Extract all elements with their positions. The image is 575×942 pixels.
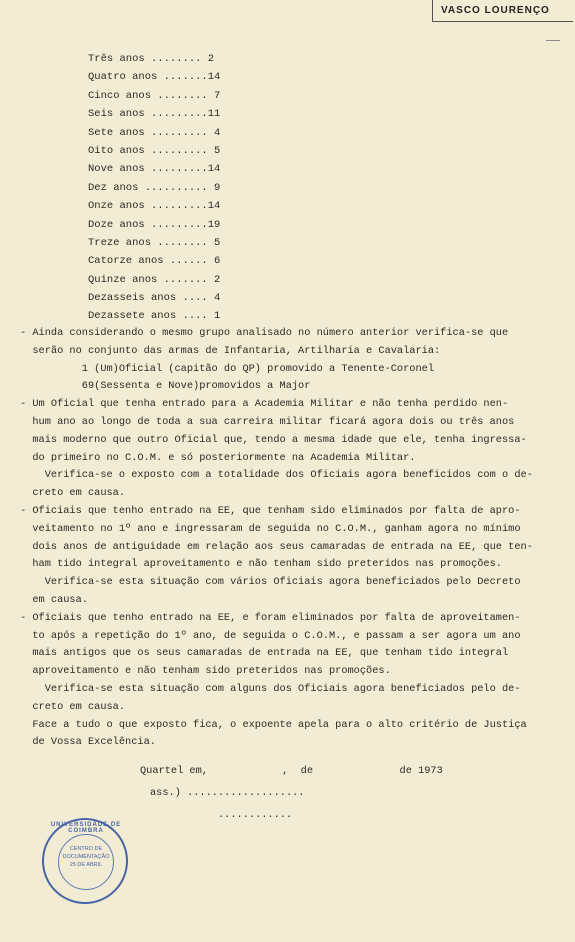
body-line: 1 (Um)Oficial (capitão do QP) promovido a Tenente-Coronel [20, 362, 435, 375]
tally-row: Sete anos ......... 4 [88, 126, 221, 139]
name-tag: VASCO LOURENÇO [432, 0, 573, 22]
body-line: - Oficiais que tenho entrado na EE, que tenham sido eliminados por falta de apro- [20, 504, 521, 517]
body-line: hum ano ao longo de toda a sua carreira militar ficará agora dois ou três anos [20, 415, 515, 428]
tally-row: Onze anos .........14 [88, 200, 221, 213]
body-line: ham tido integral aproveitamento e não tenham sido preteridos nas promoções. [20, 558, 502, 571]
tally-row: Catorze anos ...... 6 [88, 255, 221, 268]
body-line: mais moderno que outro Oficial que, tendo a mesma idade que ele, tenha ingressa- [20, 433, 527, 446]
tally-row: Oito anos ......... 5 [88, 144, 221, 157]
body-line: em causa. [20, 593, 88, 606]
signature-dots: ............ [218, 809, 293, 821]
body-line: de Vossa Excelência. [20, 736, 156, 749]
stamp-line: 25 DE ABRIL [69, 862, 103, 868]
body-line: serão no conjunto das armas de Infantaria, Artilharia e Cavalaria: [20, 344, 441, 357]
corner-mark [546, 40, 560, 41]
body-line: aproveitamento e não tenham sido preteridos nas promoções. [20, 665, 391, 678]
tally-row: Treze anos ........ 5 [88, 236, 221, 249]
archive-stamp [42, 818, 128, 904]
body-line: to após a repetição do 1º ano, de seguida o C.O.M., e passam a ser agora um ano [20, 629, 521, 642]
body-paragraphs [20, 325, 560, 752]
body-line: Face a tudo o que exposto fica, o expoente apela para o alto critério de Justiça [20, 718, 527, 731]
tally-row: Dezasseis anos .... 4 [88, 292, 221, 305]
tally-row: Quinze anos ....... 2 [88, 273, 221, 286]
place-date-line: Quartel em, , de de 1973 [140, 765, 443, 777]
body-line: dois anos de antiguidade em relação aos seus camaradas de entrada na EE, que ten- [20, 540, 533, 553]
body-line: - Ainda considerando o mesmo grupo analisado no número anterior verifica-se que [20, 327, 509, 339]
body-line: mais antigos que os seus camaradas de entrada na EE, que tenham tido integral [20, 647, 509, 660]
tally-row: Doze anos .........19 [88, 218, 221, 231]
tally-row: Dez anos .......... 9 [88, 181, 221, 194]
body-line: creto em causa. [20, 487, 126, 500]
body-line: Verifica-se o exposto com a totalidade dos Oficiais agora beneficidos com o de- [20, 469, 533, 482]
signature-line: ass.) ................... [150, 787, 305, 799]
tally-row: Quatro anos .......14 [88, 71, 221, 84]
tally-row: Cinco anos ........ 7 [88, 89, 221, 102]
tally-row: Três anos ........ 2 [88, 53, 215, 65]
tally-row: Seis anos .........11 [88, 108, 221, 121]
body-line: - Oficiais que tenho entrado na EE, e foram eliminados por falta de aproveitamen- [20, 611, 521, 624]
body-line: do primeiro no C.O.M. e só posteriormente na Academia Militar. [20, 451, 416, 464]
stamp-ring-text: UNIVERSIDADE DE COIMBRA [50, 822, 122, 834]
tally-row: Nove anos .........14 [88, 163, 221, 176]
years-tally-list [88, 50, 220, 326]
body-line: creto em causa. [20, 700, 126, 713]
stamp-line: CENTRO DE [69, 846, 103, 852]
body-line: 69(Sessenta e Nove)promovidos a Major [20, 380, 311, 393]
body-line: Verifica-se esta situação com vários Oficiais agora beneficiados pelo Decreto [20, 576, 521, 589]
body-line: - Um Oficial que tenha entrado para a Academia Militar e não tenha perdido nen- [20, 398, 509, 411]
tally-row: Dezassete anos .... 1 [88, 310, 221, 323]
body-line: veitamento no 1º ano e ingressaram de seguida no C.O.M., ganham agora no mínimo [20, 522, 521, 535]
body-line: Verifica-se esta situação com alguns dos Oficiais agora beneficiados pelo de- [20, 682, 521, 695]
stamp-line: DOCUMENTAÇÃO [62, 854, 110, 860]
